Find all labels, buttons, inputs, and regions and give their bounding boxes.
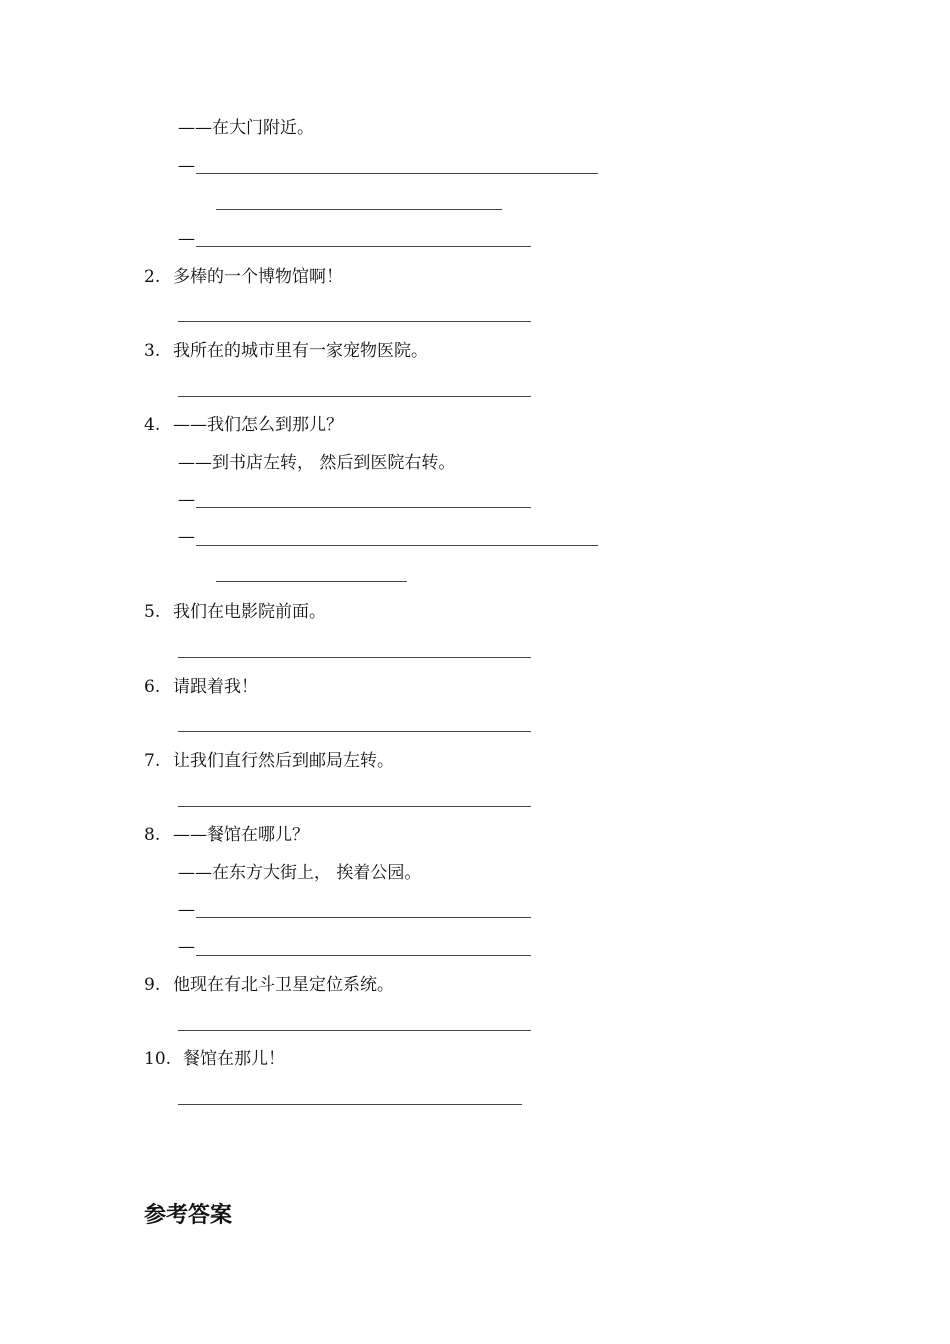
answer-dash: — bbox=[178, 490, 195, 510]
question-number: 10. bbox=[144, 1049, 172, 1069]
answer-dash: — bbox=[178, 900, 195, 920]
question-text: 多棒的一个博物馆啊！ bbox=[173, 267, 343, 287]
dialogue-reply: ——到书店左转， 然后到医院右转。 bbox=[178, 453, 456, 473]
question-number: 2. bbox=[144, 267, 161, 287]
question-text: 让我们直行然后到邮局左转。 bbox=[173, 751, 394, 771]
question-text: 请跟着我！ bbox=[173, 677, 258, 697]
question-number: 9. bbox=[144, 975, 161, 995]
answer-line[interactable] bbox=[178, 1104, 522, 1105]
answer-line[interactable] bbox=[178, 806, 531, 807]
answer-line[interactable] bbox=[196, 955, 531, 956]
answer-line[interactable] bbox=[178, 321, 531, 322]
answer-line[interactable] bbox=[178, 396, 531, 397]
answer-line[interactable] bbox=[178, 1030, 531, 1031]
dialogue-reply: ——在东方大街上， 挨着公园。 bbox=[178, 863, 422, 883]
answer-line[interactable] bbox=[196, 246, 531, 247]
answer-dash: — bbox=[178, 229, 195, 249]
q1-reply: ——在大门附近。 bbox=[178, 118, 314, 138]
dialogue-question: ——餐馆在哪儿？ bbox=[173, 825, 309, 845]
answer-line[interactable] bbox=[196, 545, 598, 546]
answer-line[interactable] bbox=[178, 731, 531, 732]
answer-line[interactable] bbox=[178, 657, 531, 658]
question-text: 我们在电影院前面。 bbox=[173, 602, 326, 622]
answer-key-title: 参考答案 bbox=[144, 1203, 233, 1228]
answer-line[interactable] bbox=[196, 917, 531, 918]
question-number: 8. bbox=[144, 825, 161, 845]
answer-line[interactable] bbox=[196, 173, 598, 174]
question-number: 4. bbox=[144, 415, 161, 435]
question-number: 5. bbox=[144, 602, 161, 622]
answer-line[interactable] bbox=[216, 581, 407, 582]
question-number: 3. bbox=[144, 341, 161, 361]
dialogue-question: ——我们怎么到那儿？ bbox=[173, 415, 343, 435]
answer-dash: — bbox=[178, 156, 195, 176]
answer-dash: — bbox=[178, 527, 195, 547]
question-text: 餐馆在那儿！ bbox=[183, 1049, 285, 1069]
answer-line[interactable] bbox=[196, 507, 531, 508]
question-text: 他现在有北斗卫星定位系统。 bbox=[173, 975, 394, 995]
answer-dash: — bbox=[178, 937, 195, 957]
question-number: 7. bbox=[144, 751, 161, 771]
question-number: 6. bbox=[144, 677, 161, 697]
answer-line[interactable] bbox=[216, 209, 502, 210]
question-text: 我所在的城市里有一家宠物医院。 bbox=[173, 341, 428, 361]
